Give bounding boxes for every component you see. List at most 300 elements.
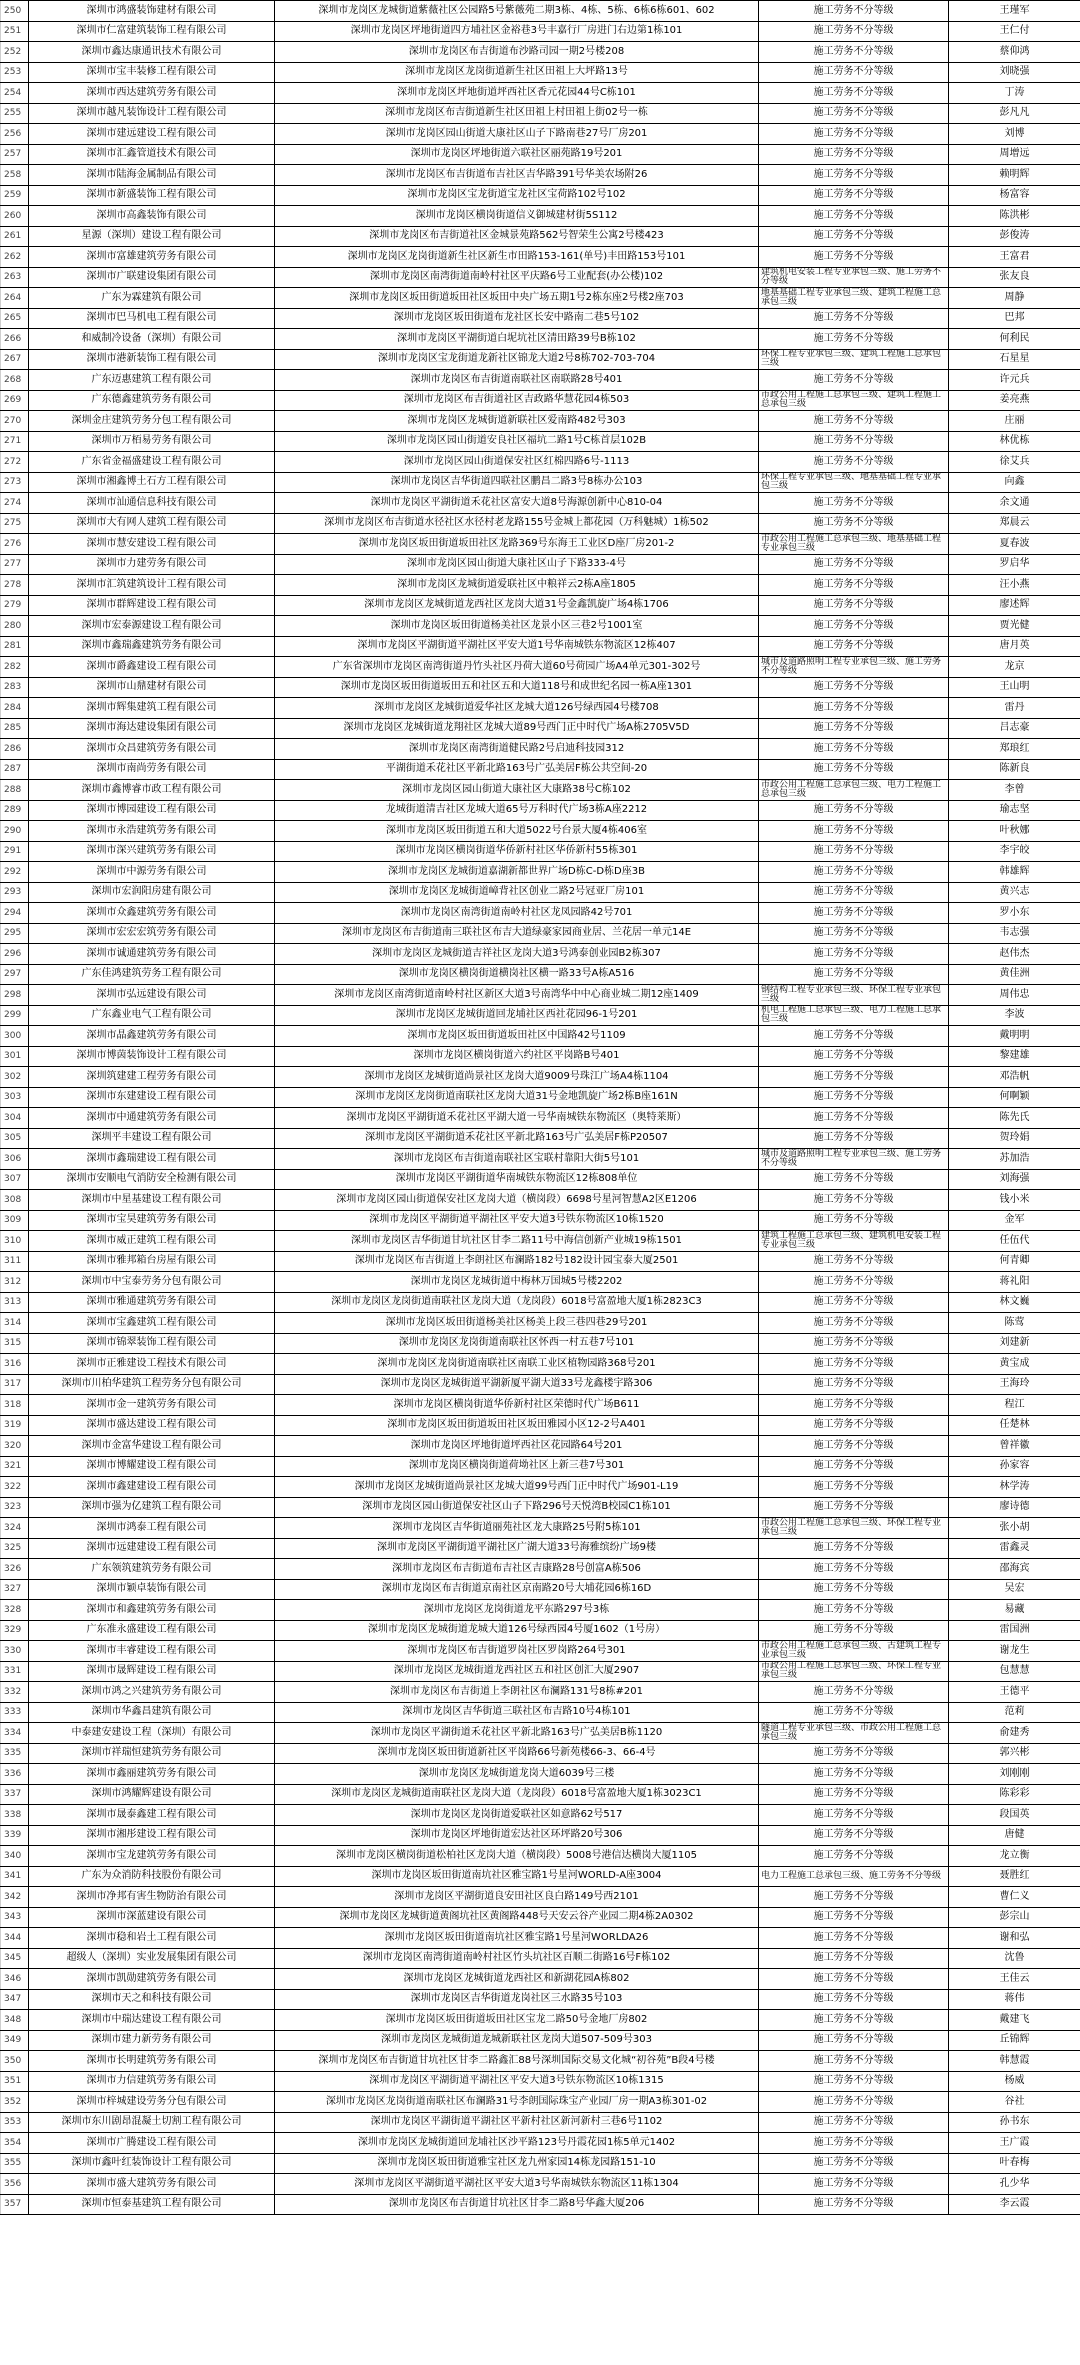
contact-person-cell: 张友良 bbox=[949, 267, 1080, 288]
qualification-cell: 施工劳务不分等级 bbox=[759, 411, 949, 432]
row-number: 301 bbox=[1, 1046, 29, 1067]
table-row bbox=[1, 2133, 1080, 2154]
table-row bbox=[1, 411, 1080, 432]
company-name-cell: 深圳市巴马机电工程有限公司 bbox=[29, 308, 275, 329]
contact-person-cell: 苏加浩 bbox=[949, 1149, 1080, 1170]
company-name-cell: 广东为霖建筑有限公司 bbox=[29, 288, 275, 309]
table-row bbox=[1, 1538, 1080, 1559]
company-name-cell: 深圳市长明建筑劳务有限公司 bbox=[29, 2051, 275, 2072]
qualification-cell: 施工劳务不分等级 bbox=[759, 431, 949, 452]
table-row bbox=[1, 1272, 1080, 1293]
contact-person-cell: 聂胜红 bbox=[949, 1866, 1080, 1887]
row-number: 274 bbox=[1, 493, 29, 514]
qualification-cell: 施工劳务不分等级 bbox=[759, 1682, 949, 1703]
contact-person-cell: 任楚林 bbox=[949, 1415, 1080, 1436]
row-number: 269 bbox=[1, 390, 29, 411]
contact-person-cell: 谢和弘 bbox=[949, 1928, 1080, 1949]
qualification-cell: 施工劳务不分等级 bbox=[759, 1559, 949, 1580]
address-cell: 深圳市龙岗区坂田街道五和大道5022号台景大厦4栋406室 bbox=[275, 821, 759, 842]
table-row bbox=[1, 1292, 1080, 1313]
table-row bbox=[1, 1313, 1080, 1334]
table-row bbox=[1, 1026, 1080, 1047]
table-row bbox=[1, 206, 1080, 227]
qualification-cell: 施工劳务不分等级 bbox=[759, 1989, 949, 2010]
row-number: 275 bbox=[1, 513, 29, 534]
address-cell: 深圳市龙岗区坂田街道南坑社区雅宝路1号星河WORLD-A座3004 bbox=[275, 1866, 759, 1887]
table-row bbox=[1, 1477, 1080, 1498]
company-name-cell: 深圳市越凡装饰设计工程有限公司 bbox=[29, 103, 275, 124]
address-cell: 平湖街道禾花社区平新北路163号广弘美居F栋公共空间-20 bbox=[275, 759, 759, 780]
address-cell: 深圳市龙岗区布吉街道罗岗社区罗岗路264号301 bbox=[275, 1641, 759, 1662]
table-row bbox=[1, 800, 1080, 821]
table-row bbox=[1, 964, 1080, 985]
contact-person-cell: 汪小燕 bbox=[949, 575, 1080, 596]
table-row bbox=[1, 1702, 1080, 1723]
address-cell: 深圳市龙岗区坂田街道坂田社区龙路369号东海王工业区D座厂房201-2 bbox=[275, 534, 759, 555]
table-row bbox=[1, 1641, 1080, 1662]
table-row bbox=[1, 1497, 1080, 1518]
company-name-cell: 深圳市宏宏宏筑劳务有限公司 bbox=[29, 923, 275, 944]
qualification-cell: 施工劳务不分等级 bbox=[759, 1928, 949, 1949]
company-name-cell: 广东为众消防科技股份有限公司 bbox=[29, 1866, 275, 1887]
qualification-cell: 施工劳务不分等级 bbox=[759, 636, 949, 657]
row-number: 260 bbox=[1, 206, 29, 227]
address-cell: 深圳市龙岗区布吉街道新生社区田祖上村田祖上街02号一栋 bbox=[275, 103, 759, 124]
company-name-cell: 深圳市天之和科技有限公司 bbox=[29, 1989, 275, 2010]
table-row bbox=[1, 1948, 1080, 1969]
qualification-cell: 施工劳务不分等级 bbox=[759, 821, 949, 842]
contact-person-cell: 唐月英 bbox=[949, 636, 1080, 657]
row-number: 310 bbox=[1, 1231, 29, 1252]
qualification-cell: 施工劳务不分等级 bbox=[759, 1169, 949, 1190]
company-name-cell: 深圳市宝昊建筑劳务有限公司 bbox=[29, 1210, 275, 1231]
address-cell: 深圳市龙岗区坂田街道杨美社区杨美上段三巷四巷29号201 bbox=[275, 1313, 759, 1334]
company-name-cell: 广东德鑫建筑劳务有限公司 bbox=[29, 390, 275, 411]
row-number: 283 bbox=[1, 677, 29, 698]
table-row bbox=[1, 1805, 1080, 1826]
qualification-cell: 施工劳务不分等级 bbox=[759, 616, 949, 637]
table-row bbox=[1, 247, 1080, 268]
qualification-cell: 施工劳务不分等级 bbox=[759, 1764, 949, 1785]
table-row bbox=[1, 431, 1080, 452]
qualification-cell: 施工劳务不分等级 bbox=[759, 2194, 949, 2215]
address-cell: 深圳市龙岗区坪地街道坪西社区花园路64号201 bbox=[275, 1436, 759, 1457]
qualification-cell: 城市及道路照明工程专业承包三级、施工劳务不分等级 bbox=[759, 657, 949, 678]
company-name-cell: 深圳市正雅建设工程技术有限公司 bbox=[29, 1354, 275, 1375]
contact-person-cell: 陈先氏 bbox=[949, 1108, 1080, 1129]
address-cell: 深圳市龙岗区横岗街道华侨新村社区荣德时代广场B611 bbox=[275, 1395, 759, 1416]
company-name-cell: 深圳市高鑫装饰有限公司 bbox=[29, 206, 275, 227]
qualification-cell: 施工劳务不分等级 bbox=[759, 1600, 949, 1621]
contact-person-cell: 廖述辉 bbox=[949, 595, 1080, 616]
contact-person-cell: 王佳云 bbox=[949, 1969, 1080, 1990]
row-number: 261 bbox=[1, 226, 29, 247]
company-name-cell: 深圳市众鑫建筑劳务有限公司 bbox=[29, 903, 275, 924]
company-name-cell: 深圳市富雄建筑劳务有限公司 bbox=[29, 247, 275, 268]
qualification-cell: 施工劳务不分等级 bbox=[759, 124, 949, 145]
table-row bbox=[1, 1559, 1080, 1580]
table-row bbox=[1, 1087, 1080, 1108]
contact-person-cell: 龙京 bbox=[949, 657, 1080, 678]
table-row bbox=[1, 1395, 1080, 1416]
contact-person-cell: 赵伟杰 bbox=[949, 944, 1080, 965]
row-number: 349 bbox=[1, 2030, 29, 2051]
address-cell: 深圳市龙岗区吉华街道丽苑社区龙大康路25号附5栋101 bbox=[275, 1518, 759, 1539]
company-name-cell: 广东领筑建筑劳务有限公司 bbox=[29, 1559, 275, 1580]
qualification-cell: 施工劳务不分等级 bbox=[759, 2174, 949, 2195]
address-cell: 深圳市龙岗区龙城街道南联社区龙岗大道（龙岗段）6018号富盈地大厦1栋3023C1 bbox=[275, 1784, 759, 1805]
qualification-cell: 施工劳务不分等级 bbox=[759, 1415, 949, 1436]
row-number: 259 bbox=[1, 185, 29, 206]
address-cell: 深圳市龙岗区坪地街道四方埔社区金裕巷3号丰嘉行厂房进门右边第1栋101 bbox=[275, 21, 759, 42]
company-name-cell: 深圳市晟泰鑫建工程有限公司 bbox=[29, 1805, 275, 1826]
row-number: 293 bbox=[1, 882, 29, 903]
contact-person-cell: 余文通 bbox=[949, 493, 1080, 514]
row-number: 257 bbox=[1, 144, 29, 165]
row-number: 333 bbox=[1, 1702, 29, 1723]
table-row bbox=[1, 759, 1080, 780]
qualification-cell: 施工劳务不分等级 bbox=[759, 1784, 949, 1805]
contact-person-cell: 李宇皎 bbox=[949, 841, 1080, 862]
qualification-cell: 施工劳务不分等级 bbox=[759, 226, 949, 247]
contact-person-cell: 石星星 bbox=[949, 349, 1080, 370]
qualification-cell: 施工劳务不分等级 bbox=[759, 2092, 949, 2113]
contact-person-cell: 吴宏 bbox=[949, 1579, 1080, 1600]
table-row bbox=[1, 780, 1080, 801]
address-cell: 深圳市龙岗区龙岗街道南联社区龙岗大道（龙岗段）6018号富盈地大厦1栋2823C3 bbox=[275, 1292, 759, 1313]
contact-person-cell: 夏春波 bbox=[949, 534, 1080, 555]
company-name-cell: 深圳市力信建筑劳务有限公司 bbox=[29, 2071, 275, 2092]
table-row bbox=[1, 1907, 1080, 1928]
row-number: 262 bbox=[1, 247, 29, 268]
row-number: 314 bbox=[1, 1313, 29, 1334]
row-number: 327 bbox=[1, 1579, 29, 1600]
row-number: 285 bbox=[1, 718, 29, 739]
qualification-cell: 施工劳务不分等级 bbox=[759, 2133, 949, 2154]
address-cell: 深圳市龙岗区龙城街道爱华社区龙城大道126号绿西园4号楼708 bbox=[275, 698, 759, 719]
qualification-cell: 施工劳务不分等级 bbox=[759, 1456, 949, 1477]
table-row bbox=[1, 1231, 1080, 1252]
qualification-cell: 施工劳务不分等级 bbox=[759, 1292, 949, 1313]
contact-person-cell: 杨富容 bbox=[949, 185, 1080, 206]
contact-person-cell: 黎建雄 bbox=[949, 1046, 1080, 1067]
row-number: 255 bbox=[1, 103, 29, 124]
address-cell: 深圳市龙岗区布吉街道上李朗社区布澜路131号8栋#201 bbox=[275, 1682, 759, 1703]
qualification-cell: 施工劳务不分等级 bbox=[759, 1579, 949, 1600]
contact-person-cell: 曾祥徽 bbox=[949, 1436, 1080, 1457]
qualification-cell: 施工劳务不分等级 bbox=[759, 575, 949, 596]
qualification-cell: 施工劳务不分等级 bbox=[759, 144, 949, 165]
qualification-cell: 市政公用工程施工总承包三级、环保工程专业承包三级 bbox=[759, 1661, 949, 1682]
row-number: 276 bbox=[1, 534, 29, 555]
table-body bbox=[1, 1, 1080, 2215]
address-cell: 广东省深圳市龙岗区南湾街道丹竹头社区丹荷大道60号荷园广场A4单元301-302号 bbox=[275, 657, 759, 678]
qualification-cell: 市政公用工程施工总承包三级、古建筑工程专业承包三级 bbox=[759, 1641, 949, 1662]
address-cell: 深圳市龙岗区龙岗街道南联社区布澜路31号李朗国际珠宝产业园厂房一期A3栋301-02 bbox=[275, 2092, 759, 2113]
row-number: 353 bbox=[1, 2112, 29, 2133]
table-row bbox=[1, 1928, 1080, 1949]
table-row bbox=[1, 1723, 1080, 1744]
row-number: 329 bbox=[1, 1620, 29, 1641]
qualification-cell: 施工劳务不分等级 bbox=[759, 2071, 949, 2092]
table-row bbox=[1, 636, 1080, 657]
row-number: 253 bbox=[1, 62, 29, 83]
address-cell: 深圳市龙岗区龙城街道中梅林万国城5号楼2202 bbox=[275, 1272, 759, 1293]
qualification-cell: 施工劳务不分等级 bbox=[759, 1210, 949, 1231]
qualification-cell: 施工劳务不分等级 bbox=[759, 329, 949, 350]
address-cell: 深圳市龙岗区宝龙街道龙新社区锦龙大道2号8栋702-703-704 bbox=[275, 349, 759, 370]
company-name-cell: 深圳市广腾建设工程有限公司 bbox=[29, 2133, 275, 2154]
table-row bbox=[1, 2030, 1080, 2051]
company-name-cell: 深圳市南尚劳务有限公司 bbox=[29, 759, 275, 780]
address-cell: 深圳市龙岗区平湖街道平湖社区平安大道3号铁东物流区10栋1315 bbox=[275, 2071, 759, 2092]
company-name-cell: 深圳市锦翠装饰工程有限公司 bbox=[29, 1333, 275, 1354]
row-number: 279 bbox=[1, 595, 29, 616]
contact-person-cell: 罗小东 bbox=[949, 903, 1080, 924]
table-row bbox=[1, 1764, 1080, 1785]
table-row bbox=[1, 185, 1080, 206]
row-number: 287 bbox=[1, 759, 29, 780]
company-name-cell: 深圳市恒泰基建筑工程有限公司 bbox=[29, 2194, 275, 2215]
company-name-cell: 深圳市广联建设集团有限公司 bbox=[29, 267, 275, 288]
address-cell: 深圳市龙岗区布吉街道社区吉政路华慧花园4栋503 bbox=[275, 390, 759, 411]
qualification-cell: 施工劳务不分等级 bbox=[759, 882, 949, 903]
contact-person-cell: 赖明辉 bbox=[949, 165, 1080, 186]
qualification-cell: 施工劳务不分等级 bbox=[759, 903, 949, 924]
qualification-cell: 施工劳务不分等级 bbox=[759, 1805, 949, 1826]
row-number: 313 bbox=[1, 1292, 29, 1313]
address-cell: 深圳市龙岗区龙城街道吉祥社区龙岗大道3号鸿泰创业园B2栋307 bbox=[275, 944, 759, 965]
company-name-cell: 深圳市川柏华建筑工程劳务分包有限公司 bbox=[29, 1374, 275, 1395]
table-row bbox=[1, 862, 1080, 883]
contact-person-cell: 黄佳洲 bbox=[949, 964, 1080, 985]
company-name-cell: 深圳市鑫博睿市政工程有限公司 bbox=[29, 780, 275, 801]
contact-person-cell: 贺玲娟 bbox=[949, 1128, 1080, 1149]
row-number: 311 bbox=[1, 1251, 29, 1272]
address-cell: 深圳市龙岗区横岗街道信义御城建材街5S112 bbox=[275, 206, 759, 227]
company-name-cell: 深圳市深兴建筑劳务有限公司 bbox=[29, 841, 275, 862]
row-number: 251 bbox=[1, 21, 29, 42]
qualification-cell: 施工劳务不分等级 bbox=[759, 493, 949, 514]
table-row bbox=[1, 1415, 1080, 1436]
table-row bbox=[1, 1456, 1080, 1477]
row-number: 345 bbox=[1, 1948, 29, 1969]
address-cell: 深圳市龙岗区坂田街道坂田社区坂田雅园小区12-2号A401 bbox=[275, 1415, 759, 1436]
qualification-cell: 施工劳务不分等级 bbox=[759, 1497, 949, 1518]
qualification-cell: 施工劳务不分等级 bbox=[759, 1190, 949, 1211]
row-number: 263 bbox=[1, 267, 29, 288]
company-name-cell: 深圳市鸿盛装饰建材有限公司 bbox=[29, 1, 275, 22]
company-name-cell: 深圳市宏润阳房建有限公司 bbox=[29, 882, 275, 903]
contact-person-cell: 陈洪彬 bbox=[949, 206, 1080, 227]
qualification-cell: 施工劳务不分等级 bbox=[759, 595, 949, 616]
company-name-cell: 超级人（深圳）实业发展集团有限公司 bbox=[29, 1948, 275, 1969]
qualification-cell: 施工劳务不分等级 bbox=[759, 1969, 949, 1990]
contact-person-cell: 庄丽 bbox=[949, 411, 1080, 432]
table-row bbox=[1, 2174, 1080, 2195]
contact-person-cell: 郭兴彬 bbox=[949, 1743, 1080, 1764]
contact-person-cell: 邵海宾 bbox=[949, 1559, 1080, 1580]
address-cell: 深圳市龙岗区坪地街道坪西社区香元花园44号C栋101 bbox=[275, 83, 759, 104]
address-cell: 深圳市龙岗区坪地街道宏达社区环坪路20号306 bbox=[275, 1825, 759, 1846]
address-cell: 深圳市龙岗区布吉街道南联社区南联路28号401 bbox=[275, 370, 759, 391]
contact-person-cell: 彭宗山 bbox=[949, 1907, 1080, 1928]
row-number: 346 bbox=[1, 1969, 29, 1990]
row-number: 339 bbox=[1, 1825, 29, 1846]
table-row bbox=[1, 985, 1080, 1006]
row-number: 252 bbox=[1, 42, 29, 63]
row-number: 318 bbox=[1, 1395, 29, 1416]
address-cell: 深圳市龙岗区横岗街道松柏社区龙岗大道（横岗段）5008号港信达横岗大厦1105 bbox=[275, 1846, 759, 1867]
table-row bbox=[1, 1825, 1080, 1846]
table-row bbox=[1, 83, 1080, 104]
address-cell: 深圳市龙岗区布吉街道布吉社区吉康路28号创富A栋506 bbox=[275, 1559, 759, 1580]
address-cell: 深圳市龙岗区龙城街道黄阁坑社区黄阁路448号天安云谷产业园二期4栋2A0302 bbox=[275, 1907, 759, 1928]
qualification-cell: 施工劳务不分等级 bbox=[759, 2030, 949, 2051]
qualification-cell: 电力工程施工总承包三级、施工劳务不分等级 bbox=[759, 1866, 949, 1887]
table-row bbox=[1, 1, 1080, 22]
company-name-cell: 深圳市西达建筑劳务有限公司 bbox=[29, 83, 275, 104]
row-number: 324 bbox=[1, 1518, 29, 1539]
table-row bbox=[1, 370, 1080, 391]
row-number: 288 bbox=[1, 780, 29, 801]
company-name-cell: 深圳市仁富建筑装饰工程有限公司 bbox=[29, 21, 275, 42]
contact-person-cell: 任伍代 bbox=[949, 1231, 1080, 1252]
row-number: 282 bbox=[1, 657, 29, 678]
qualification-cell: 施工劳务不分等级 bbox=[759, 2112, 949, 2133]
row-number: 331 bbox=[1, 1661, 29, 1682]
address-cell: 深圳市龙岗区龙城街道回龙埔社区沙平路123号丹霞花园1栋5单元1402 bbox=[275, 2133, 759, 2154]
table-row bbox=[1, 1579, 1080, 1600]
row-number: 315 bbox=[1, 1333, 29, 1354]
row-number: 351 bbox=[1, 2071, 29, 2092]
contact-person-cell: 孔少华 bbox=[949, 2174, 1080, 2195]
contact-person-cell: 韦志强 bbox=[949, 923, 1080, 944]
company-name-cell: 深圳市强为亿建筑工程有限公司 bbox=[29, 1497, 275, 1518]
row-number: 300 bbox=[1, 1026, 29, 1047]
qualification-cell: 施工劳务不分等级 bbox=[759, 1538, 949, 1559]
row-number: 330 bbox=[1, 1641, 29, 1662]
contact-person-cell: 杨威 bbox=[949, 2071, 1080, 2092]
qualification-cell: 施工劳务不分等级 bbox=[759, 698, 949, 719]
company-name-cell: 深圳市鑫达康通讯技术有限公司 bbox=[29, 42, 275, 63]
qualification-cell: 施工劳务不分等级 bbox=[759, 1046, 949, 1067]
company-name-cell: 深圳市湘彤建设工程有限公司 bbox=[29, 1825, 275, 1846]
table-row bbox=[1, 513, 1080, 534]
company-name-cell: 深圳市汇鑫管道技术有限公司 bbox=[29, 144, 275, 165]
address-cell: 深圳市龙岗区吉华街道四联社区鹏昌二路3号8栋办公103 bbox=[275, 472, 759, 493]
table-row bbox=[1, 144, 1080, 165]
company-name-cell: 深圳市颖卓装饰有限公司 bbox=[29, 1579, 275, 1600]
address-cell: 深圳市龙岗区龙城街道嶂背社区创业二路2号冠亚厂房101 bbox=[275, 882, 759, 903]
table-row bbox=[1, 1210, 1080, 1231]
qualification-cell: 施工劳务不分等级 bbox=[759, 1108, 949, 1129]
contact-person-cell: 贾光健 bbox=[949, 616, 1080, 637]
contact-person-cell: 李波 bbox=[949, 1005, 1080, 1026]
table-row bbox=[1, 718, 1080, 739]
company-name-cell: 深圳市威正建筑工程有限公司 bbox=[29, 1231, 275, 1252]
row-number: 304 bbox=[1, 1108, 29, 1129]
address-cell: 深圳市龙岗区坂田街道布龙社区长安中路南二巷5号102 bbox=[275, 308, 759, 329]
table-row bbox=[1, 1620, 1080, 1641]
company-name-cell: 深圳市盛达建设工程有限公司 bbox=[29, 1415, 275, 1436]
address-cell: 深圳市龙岗区坂田街道杨美社区龙景小区三巷2号1001室 bbox=[275, 616, 759, 637]
address-cell: 深圳市龙岗区吉华街道龙岗社区三水路35号103 bbox=[275, 1989, 759, 2010]
contact-person-cell: 丘锦辉 bbox=[949, 2030, 1080, 2051]
contact-person-cell: 戴建飞 bbox=[949, 2010, 1080, 2031]
address-cell: 深圳市龙岗区吉华街道甘坑社区甘李二路11号中海信创新产业城19栋1501 bbox=[275, 1231, 759, 1252]
contact-person-cell: 吕志豪 bbox=[949, 718, 1080, 739]
contact-person-cell: 段国英 bbox=[949, 1805, 1080, 1826]
table-row bbox=[1, 267, 1080, 288]
company-name-cell: 深圳市宝丰装修工程有限公司 bbox=[29, 62, 275, 83]
row-number: 356 bbox=[1, 2174, 29, 2195]
qualification-cell: 地基基础工程专业承包三级、建筑工程施工总承包三级 bbox=[759, 288, 949, 309]
company-name-cell: 深圳市山鼎建材有限公司 bbox=[29, 677, 275, 698]
qualification-cell: 建筑工程施工总承包三级、建筑机电安装工程专业承包三级 bbox=[759, 1231, 949, 1252]
table-row bbox=[1, 1333, 1080, 1354]
qualification-cell: 施工劳务不分等级 bbox=[759, 677, 949, 698]
company-name-cell: 深圳市鑫瑞鑫建筑劳务有限公司 bbox=[29, 636, 275, 657]
row-number: 350 bbox=[1, 2051, 29, 2072]
contact-person-cell: 王广霞 bbox=[949, 2133, 1080, 2154]
table-row bbox=[1, 1969, 1080, 1990]
company-name-cell: 深圳市汇筑建筑设计工程有限公司 bbox=[29, 575, 275, 596]
qualification-cell: 城市及道路照明工程专业承包三级、施工劳务不分等级 bbox=[759, 1149, 949, 1170]
address-cell: 深圳市龙岗区坂田街道坂田社区坂田中央广场五期1号2栋东座2号楼2座703 bbox=[275, 288, 759, 309]
contact-person-cell: 易藏 bbox=[949, 1600, 1080, 1621]
contact-person-cell: 姜亮燕 bbox=[949, 390, 1080, 411]
qualification-cell: 施工劳务不分等级 bbox=[759, 1313, 949, 1334]
table-row bbox=[1, 821, 1080, 842]
contact-person-cell: 邓浩帆 bbox=[949, 1067, 1080, 1088]
contact-person-cell: 何利民 bbox=[949, 329, 1080, 350]
qualification-cell: 机电工程施工总承包三级、电力工程施工总承包三级 bbox=[759, 1005, 949, 1026]
company-name-cell: 深圳市爵鑫建设工程有限公司 bbox=[29, 657, 275, 678]
company-name-cell: 深圳市建远建设工程有限公司 bbox=[29, 124, 275, 145]
row-number: 268 bbox=[1, 370, 29, 391]
row-number: 309 bbox=[1, 1210, 29, 1231]
address-cell: 深圳市龙岗区龙城街道龙岗大道6039号三楼 bbox=[275, 1764, 759, 1785]
contact-person-cell: 廖诗德 bbox=[949, 1497, 1080, 1518]
company-name-cell: 深圳市凯勋建筑劳务有限公司 bbox=[29, 1969, 275, 1990]
address-cell: 深圳市龙岗区龙岗街道龙平东路297号3栋 bbox=[275, 1600, 759, 1621]
address-cell: 深圳市龙岗区坂田街道坂田社区中国路42号1109 bbox=[275, 1026, 759, 1047]
company-name-cell: 深圳市群辉建设工程有限公司 bbox=[29, 595, 275, 616]
row-number: 305 bbox=[1, 1128, 29, 1149]
contact-person-cell: 刘海强 bbox=[949, 1169, 1080, 1190]
table-row bbox=[1, 2153, 1080, 2174]
contact-person-cell: 黄宝成 bbox=[949, 1354, 1080, 1375]
qualification-cell: 施工劳务不分等级 bbox=[759, 62, 949, 83]
address-cell: 深圳市龙岗区横岗街道荷坳社区上新三巷7号301 bbox=[275, 1456, 759, 1477]
table-row bbox=[1, 1661, 1080, 1682]
row-number: 277 bbox=[1, 554, 29, 575]
address-cell: 深圳市龙岗区龙岗街道南联社区怀西一村五巷7号101 bbox=[275, 1333, 759, 1354]
qualification-cell: 施工劳务不分等级 bbox=[759, 2153, 949, 2174]
qualification-cell: 施工劳务不分等级 bbox=[759, 513, 949, 534]
contact-person-cell: 范莉 bbox=[949, 1702, 1080, 1723]
address-cell: 深圳市龙岗区龙城街道嘉湖新都世界广场D栋C-D栋D座3B bbox=[275, 862, 759, 883]
qualification-cell: 施工劳务不分等级 bbox=[759, 21, 949, 42]
address-cell: 深圳市龙岗区平湖街道禾花社区平新北路163号广弘美居F栋P20507 bbox=[275, 1128, 759, 1149]
address-cell: 深圳市龙岗区龙城街道龙翔社区龙城大道89号西门正中时代广场A栋2705V5D bbox=[275, 718, 759, 739]
address-cell: 深圳市龙岗区坂田街道坂田社区宝龙二路50号金地厂房802 bbox=[275, 2010, 759, 2031]
address-cell: 深圳市龙岗区坂田街道雅宝社区龙九州家园14栋龙园路151-10 bbox=[275, 2153, 759, 2174]
qualification-cell: 施工劳务不分等级 bbox=[759, 452, 949, 473]
address-cell: 深圳市龙岗区园山街道安良社区福坑二路1号C栋首层102B bbox=[275, 431, 759, 452]
table-row bbox=[1, 103, 1080, 124]
